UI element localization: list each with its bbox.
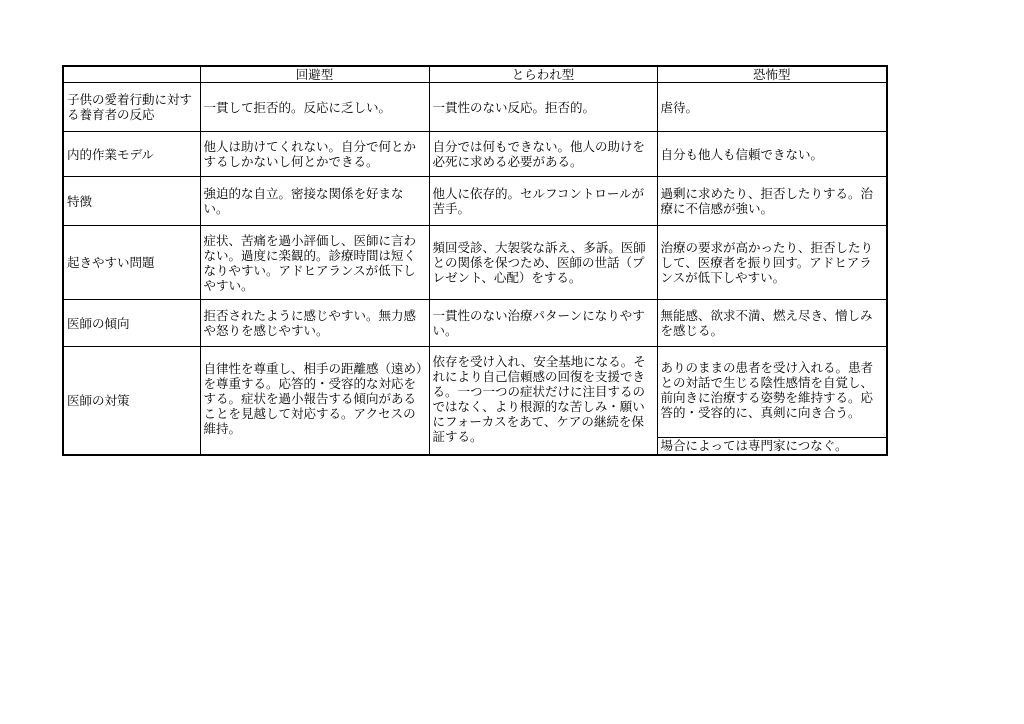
cell-fearful-main: ありのままの患者を受け入れる。患者との対話で生じる陰性感情を自覚し、前向きに治療する姿勢を維持する。応答的・受容的に、真剣に向き合う。 [660, 360, 874, 420]
table-row [63, 226, 887, 300]
cell-fearful [657, 347, 887, 456]
row-label-characteristics: 特徴 [63, 177, 200, 226]
row-label-physician-tendency: 医師の傾向 [63, 300, 200, 347]
cell-fearful: 自分も他人も信頼できない。 [657, 132, 887, 177]
header-preoccupied: とらわれ型 [429, 66, 657, 83]
row-label-likely-problems: 起きやすい問題 [63, 226, 200, 300]
attachment-style-table [62, 65, 888, 456]
cell-fearful: 虐待。 [657, 83, 887, 132]
cell-preoccupied: 頻回受診、大袈裟な訴え、多訴。医師との関係を保つため、医師の世話（プレゼント、心配）をする。 [429, 226, 657, 300]
cell-preoccupied: 依存を受け入れ、安全基地になる。それにより自己信頼感の回復を支援できる。一つ一つの症状だけに注目するのではなく、より根源的な苦しみ・願いにフォーカスをあて、ケアの継続を保証する。 [429, 347, 657, 456]
cell-avoidant: 自律性を尊重し、相手の距離感（遠め）を尊重する。応答的・受容的な対応をする。症状を過小報告する傾向があることを見越して対応する。アクセスの維持。 [200, 347, 429, 456]
cell-fearful: 治療の要求が高かったり、拒否したりして、医療者を振り回す。アドヒアランスが低下しやすい。 [657, 226, 887, 300]
header-fearful: 恐怖型 [657, 66, 887, 83]
table-row [63, 177, 887, 226]
cell-preoccupied: 他人に依存的。セルフコントロールが苦手。 [429, 177, 657, 226]
table-row [63, 132, 887, 177]
cell-avoidant: 強迫的な自立。密接な関係を好まない。 [200, 177, 429, 226]
cell-preoccupied: 自分では何もできない。他人の助けを必死に求める必要がある。 [429, 132, 657, 177]
cell-preoccupied: 一貫性のない治療パターンになりやすい。 [429, 300, 657, 347]
header-row [63, 66, 887, 83]
cell-avoidant: 他人は助けてくれない。自分で何とかするしかないし何とかできる。 [200, 132, 429, 177]
cell-fearful-extra: 場合によっては専門家につなぐ。 [658, 437, 887, 454]
cell-avoidant: 拒否されたように感じやすい。無力感や怒りを感じやすい。 [200, 300, 429, 347]
cell-avoidant: 一貫して拒否的。反応に乏しい。 [200, 83, 429, 132]
table-row [63, 347, 887, 456]
row-label-physician-measures: 医師の対策 [63, 347, 200, 456]
cell-avoidant: 症状、苦痛を過小評価し、医師に言わない。過度に楽観的。診療時間は短くなりやすい。アドヒアランスが低下しやすい。 [200, 226, 429, 300]
table-row [63, 83, 887, 132]
row-label-working-model: 内的作業モデル [63, 132, 200, 177]
cell-fearful: 過剰に求めたり、拒否したりする。治療に不信感が強い。 [657, 177, 887, 226]
header-corner-cell [63, 66, 200, 83]
cell-fearful: 無能感、欲求不満、燃え尽き、憎しみを感じる。 [657, 300, 887, 347]
row-label-caregiver-response: 子供の愛着行動に対する養育者の反応 [63, 83, 200, 132]
attachment-style-table-sheet [62, 65, 886, 473]
cell-preoccupied: 一貫性のない反応。拒否的。 [429, 83, 657, 132]
table-row [63, 300, 887, 347]
header-avoidant: 回避型 [200, 66, 429, 83]
